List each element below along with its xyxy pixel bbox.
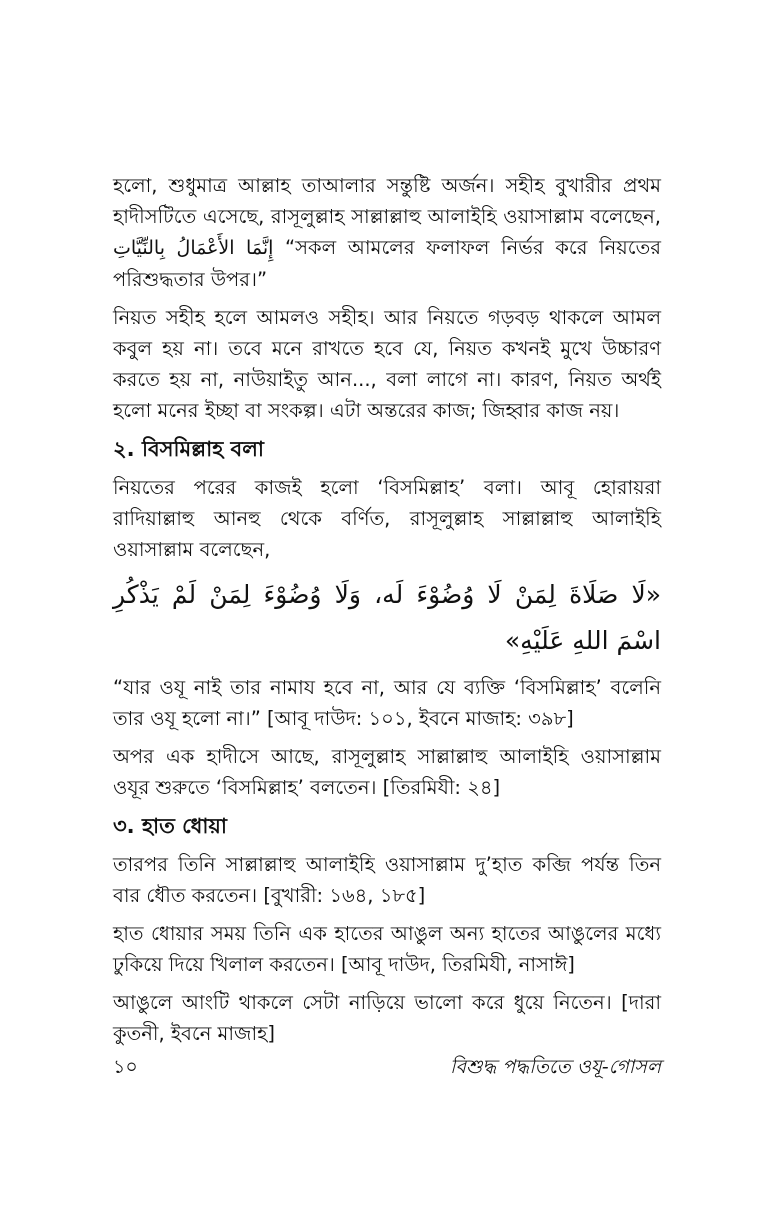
- running-book-title: বিশুদ্ধ পদ্ধতিতে ওযূ-গোসল: [450, 1056, 661, 1078]
- arabic-hadith-inline: إِنَّمَا الأَعْمَالُ بِالنِّيَّاتِ: [113, 237, 274, 259]
- page-number: ১০: [113, 1056, 138, 1078]
- paragraph-text: “সকল আমলের ফলাফল নির্ভর করে নিয়তের পরিশুদ্ধতার উপর।”: [113, 236, 661, 291]
- paragraph-intention-hadith: [113, 170, 661, 295]
- page-content: [113, 170, 661, 1056]
- section-heading-bismillah: ২. বিসমিল্লাহ বলা: [113, 437, 264, 461]
- paragraph-hadith-translation: “যার ওযূ নাই তার নামায হবে না, আর যে ব্যক্তি ‘বিসমিল্লাহ’ বলেনি তার ওযূ হলো না।” [আবূ দাউদ: ১০১, ইবনে মাজাহ: ৩৯৮]: [113, 676, 661, 730]
- section-heading-hand-washing: ৩. হাত ধোয়া: [113, 814, 227, 838]
- arabic-hadith-block: «لَا صَلَاةَ لِمَنْ لَا وُضُوْءَ لَه، وَلَا وُضُوْءَ لِمَنْ لَمْ يَذْكُرِ اسْمَ اللهِ عَلَيْهِ»: [113, 580, 661, 655]
- paragraph-hand-washing-1: তারপর তিনি সাল্লাল্লাহু আলাইহি ওয়াসাল্লাম দু’হাত কব্জি পর্যন্ত তিন বার ধৌত করতেন। [বুখারী: ১৬৪, ১৮৫]: [113, 853, 661, 907]
- paragraph-bismillah-intro: নিয়তের পরের কাজই হলো ‘বিসমিল্লাহ’ বলা। আবূ হোরায়রা রাদিয়াল্লাহু আনহু থেকে বর্ণিত, রাসূলুল্লাহ সাল্লাল্লাহু আলাইহি ওয়াসাল্লাম বলেছেন,: [113, 476, 661, 561]
- paragraph-text: হলো, শুধুমাত্র আল্লাহ তাআলার সন্তুষ্টি অর্জন। সহীহ বুখারীর প্রথম হাদীসটিতে এসেছে, রাসূলুল্লাহ সাল্লাল্লাহু আলাইহি ওয়াসাল্লাম বলেছেন,: [113, 174, 661, 228]
- paragraph-hand-washing-2: হাত ধোয়ার সময় তিনি এক হাতের আঙুল অন্য হাতের আঙুলের মধ্যে ঢুকিয়ে দিয়ে খিলাল করতেন। [আবূ দাউদ, তিরমিযী, নাসাঈ]: [113, 922, 661, 976]
- paragraph-hand-washing-3: আঙুলে আংটি থাকলে সেটা নাড়িয়ে ভালো করে ধুয়ে নিতেন। [দারা কুতনী, ইবনে মাজাহ]: [113, 991, 661, 1045]
- page-footer: [113, 1053, 661, 1085]
- paragraph-intention-explanation: নিয়ত সহীহ হলে আমলও সহীহ। আর নিয়তে গড়বড় থাকলে আমল কবুল হয় না। তবে মনে রাখতে হবে যে, নিয়ত কখনই মুখে উচ্চারণ করতে হয় না, নাউয়াইতু আন..., বলা লাগে না। কারণ, নিয়ত অর্থই হলো মনের ইচ্ছা বা সংকল্প। এটা অন্তরের কাজ; জিহ্বার কাজ নয়।: [113, 306, 661, 422]
- paragraph-other-hadith: অপর এক হাদীসে আছে, রাসূলুল্লাহ সাল্লাল্লাহু আলাইহি ওয়াসাল্লাম ওযূর শুরুতে ‘বিসমিল্লাহ’ বলতেন। [তিরমিযী: ২৪]: [113, 745, 661, 799]
